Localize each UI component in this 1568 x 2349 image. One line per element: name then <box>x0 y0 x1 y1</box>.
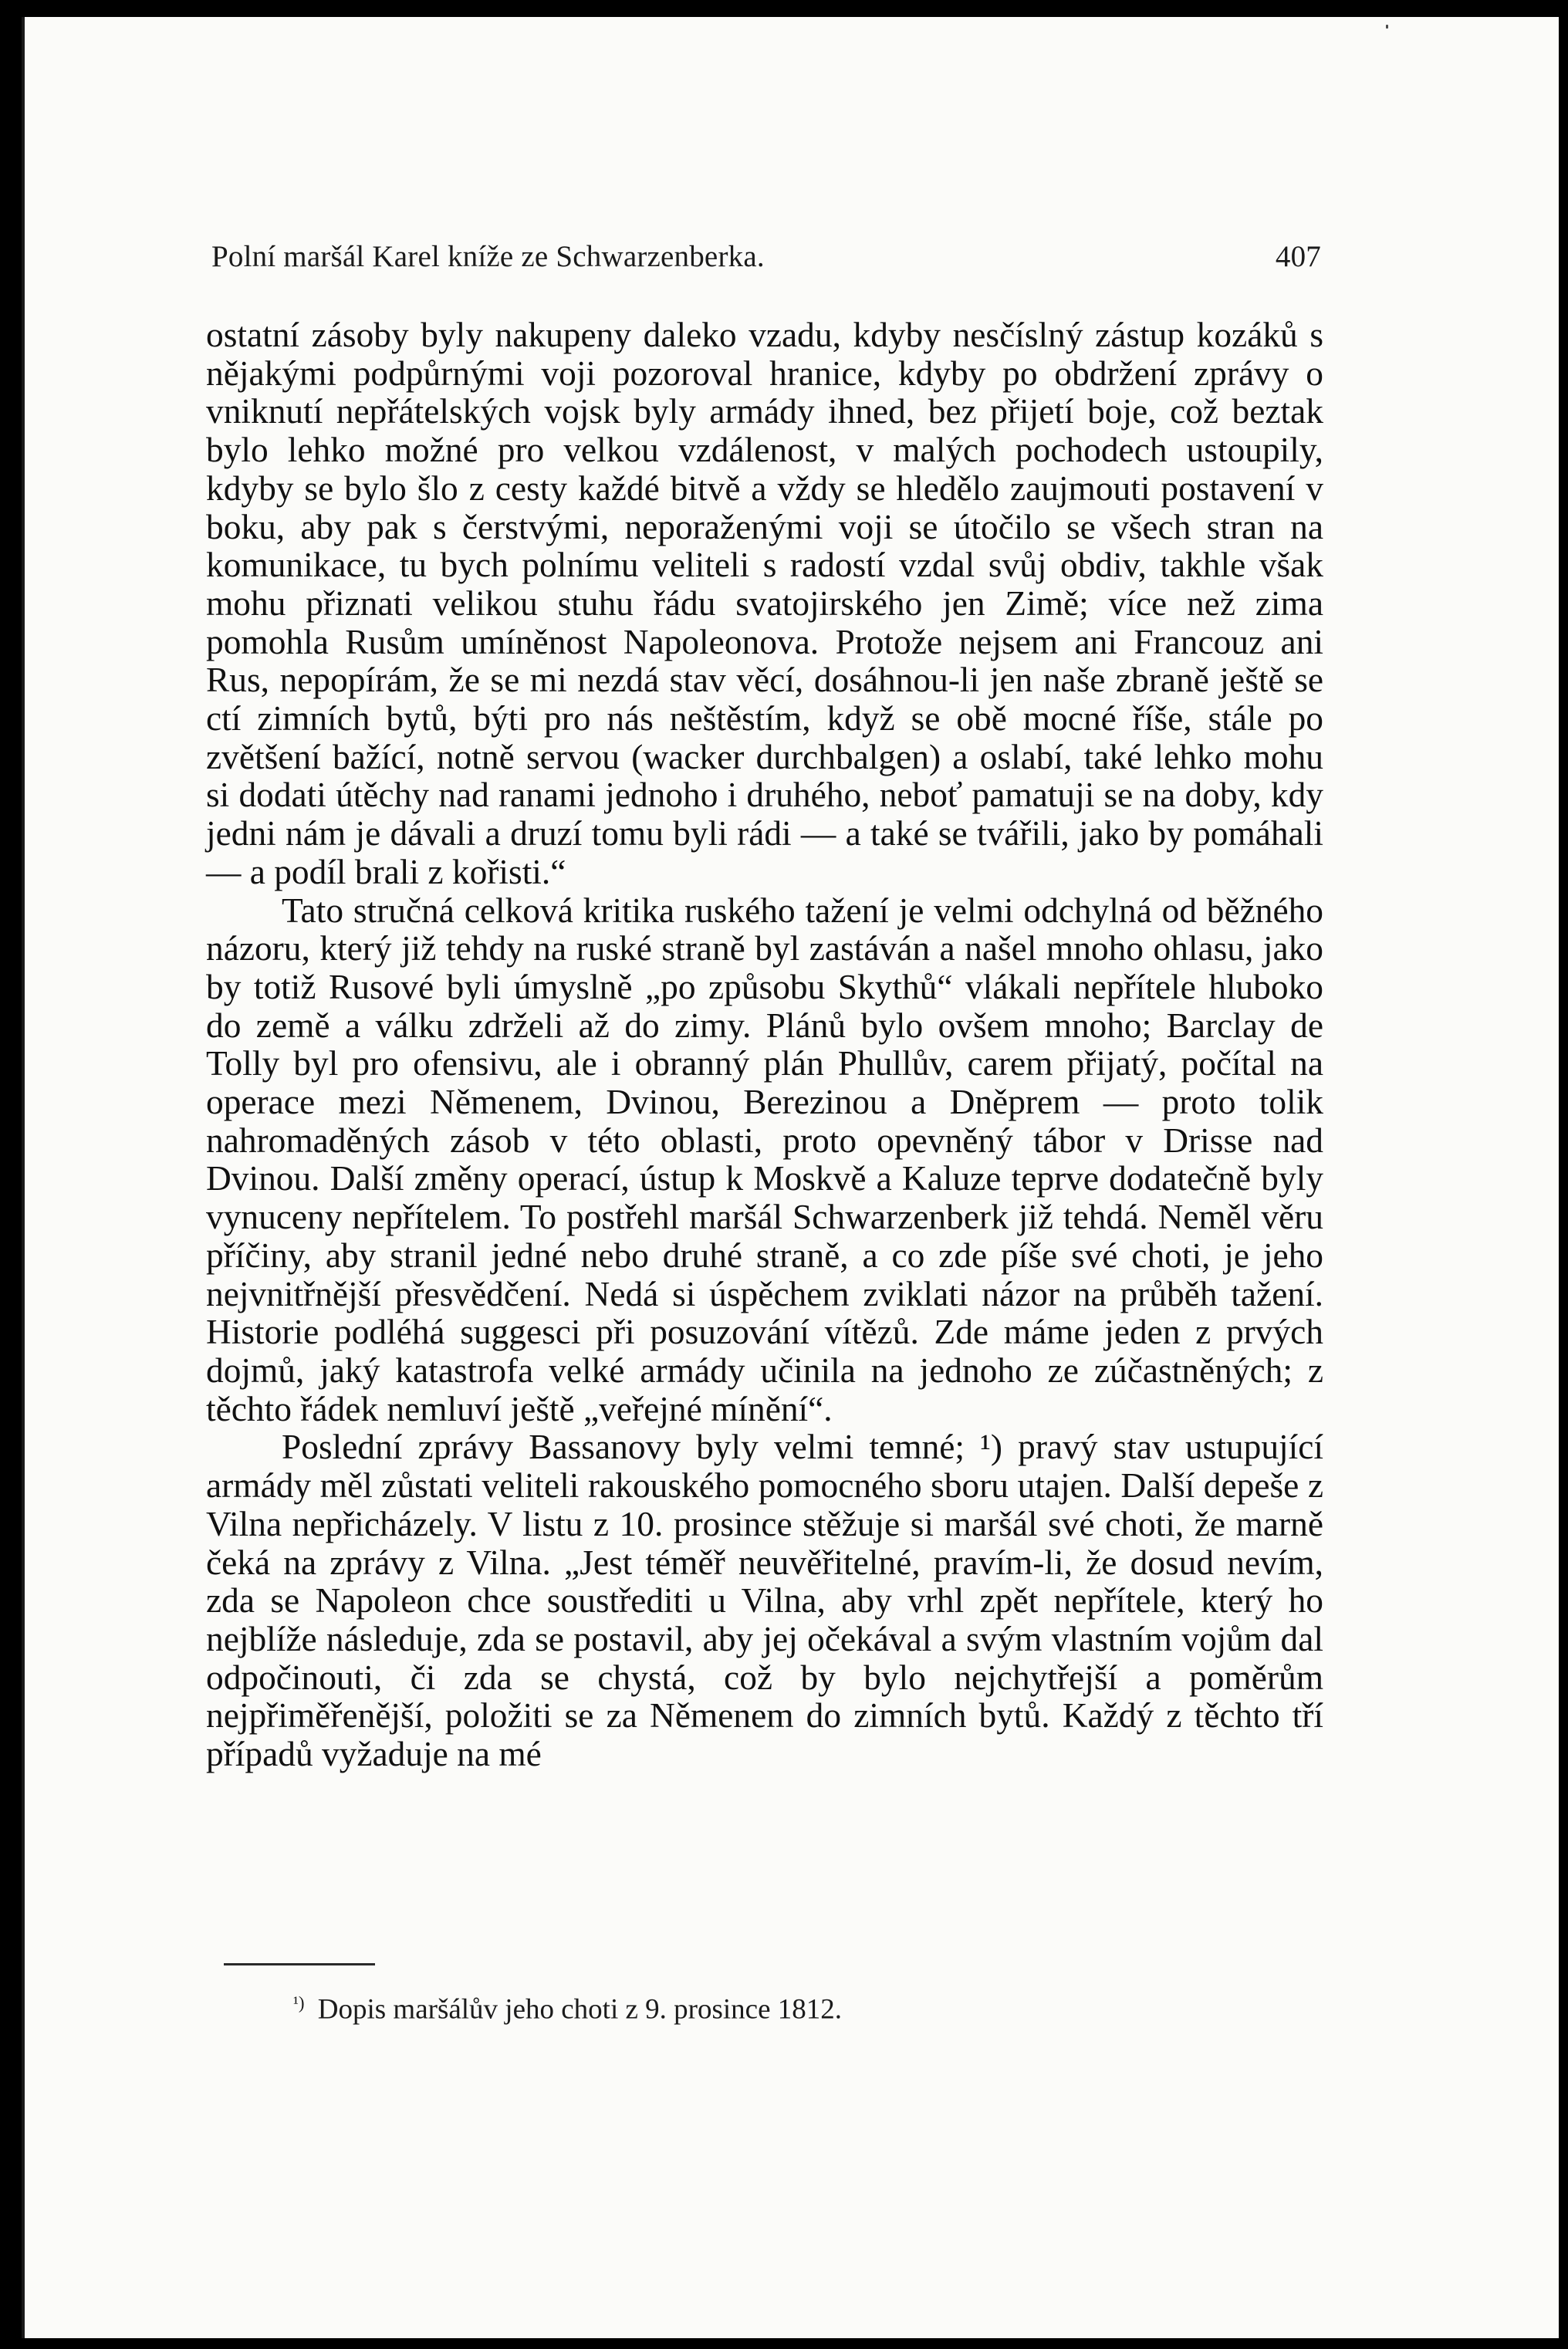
page-edge <box>22 17 25 2338</box>
paragraph-1: ostatní zásoby byly nakupeny daleko vzadu, kdyby nesčíslný zástup kozáků s nějakými podpůrnými voji pozoroval hranice, kdyby po obdržení zprávy o vniknutí nepřátelských vojsk byly armády ihned, bez přijetí boje, což beztak bylo lehko možné pro velkou vzdálenost, v malých pochodech ustoupily, kdyby se bylo šlo z cesty každé bitvě a vždy se hledělo zaujmouti postavení v boku, aby pak s čerstvými, neporaženými voji se útočilo se všech stran na komunikace, tu bych polnímu veliteli s radostí vzdal svůj obdiv, takhle však mohu přiznati velikou stuhu řádu svatojirského jen Zimě; více než zima pomohla Rusům umíněnost Napoleonova. Protože nejsem ani Francouz ani Rus, nepopírám, že se mi nezdá stav věcí, dosáhnou-li jen naše zbraně ještě se ctí zimních bytů, býti pro nás neštěstím, když se obě mocné říše, stále po zvětšení bažící, notně servou (wacker durchbalgen) a oslabí, také lehko mohu si dodati útěchy nad ranami jednoho i druhého, neboť pamatuji se na doby, kdy jedni nám je dávali a druzí tomu byli rádi — a také se tvářili, jako by pomáhali — a podíl brali z kořisti.“ <box>206 316 1323 891</box>
footnote-rule <box>224 1963 375 1965</box>
footnote <box>293 1986 842 2027</box>
scan-speck <box>1386 25 1388 29</box>
footnote-text: Dopis maršálův jeho choti z 9. prosince 1812. <box>317 1993 842 2026</box>
running-title: Polní maršál Karel kníže ze Schwarzenberka. <box>211 240 765 273</box>
footnote-mark: ¹) <box>293 1993 305 2013</box>
book-page <box>22 17 1559 2338</box>
paragraph-3: Poslední zprávy Bassanovy byly velmi temné; ¹) pravý stav ustupující armády měl zůstati veliteli rakouského pomocného sboru utajen. Další depeše z Vilna nepřicházely. V listu z 10. prosince stěžuje si maršál své choti, že marně čeká na zprávy z Vilna. „Jest téměř neuvěřitelné, pravím-li, že dosud nevím, zda se Napoleon chce soustřediti u Vilna, aby vrhl zpět nepřítele, který ho nejblíže následuje, zda se postavil, aby jej očekával a svým vlastním vojům dal odpočinouti, či zda se chystá, což by bylo nejchytřejší a poměrům nejpřiměřenější, položiti se za Němenem do zimních bytů. Každý z těchto tří případů vyžaduje na mé <box>206 1428 1323 1774</box>
page-number: 407 <box>1275 240 1321 273</box>
running-header <box>211 239 1321 286</box>
paragraph-2: Tato stručná celková kritika ruského tažení je velmi odchylná od běžného názoru, který již tehdy na ruské straně byl zastáván a našel mnoho ohlasu, jako by totiž Rusové byli úmyslně „po způsobu Skythů“ vlákali nepřítele hluboko do země a válku zdrželi až do zimy. Plánů bylo ovšem mnoho; Barclay de Tolly byl pro ofensivu, ale i obranný plán Phullův, carem přijatý, počítal na operace mezi Němenem, Dvinou, Berezinou a Dněprem — proto tolik nahromaděných zásob v této oblasti, proto opevněný tábor v Drisse nad Dvinou. Další změny operací, ústup k Moskvě a Kaluze teprve dodatečně byly vynuceny nepřítelem. To postřehl maršál Schwarzenberk již tehdá. Neměl věru příčiny, aby stranil jedné nebo druhé straně, a co zde píše své choti, je jeho nejvnitřnější přesvědčení. Nedá si úspěchem zviklati názor na průběh tažení. Historie podléhá suggesci při posuzování vítězů. Zde máme jeden z prvých dojmů, jaký katastrofa velké armády učinila na jednoho ze zúčastněných; z těchto řádek nemluví ještě „veřejné mínění“. <box>206 891 1323 1428</box>
body-text <box>206 316 1323 1774</box>
